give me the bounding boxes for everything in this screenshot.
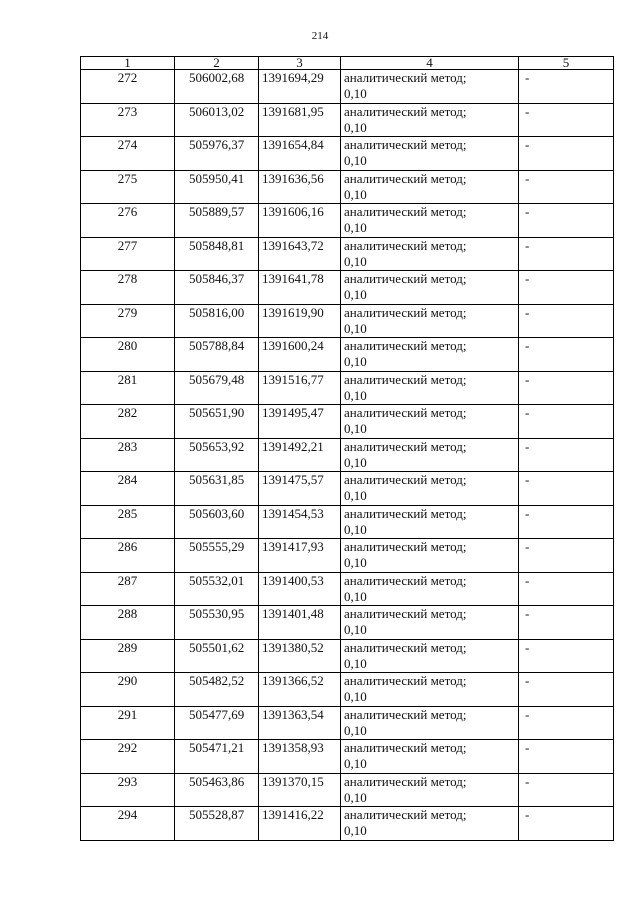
point-number-cell: 278 [81,271,175,305]
y-coordinate-cell: 1391400,53 [259,572,341,606]
method-accuracy-cell: аналитический метод; 0,10 [341,237,519,271]
point-number-cell: 280 [81,338,175,372]
method-accuracy-cell: аналитический метод; 0,10 [341,807,519,841]
x-coordinate-cell: 505788,84 [175,338,259,372]
table-row [81,472,614,506]
x-coordinate-cell: 505679,48 [175,371,259,405]
note-cell: - [519,740,614,774]
y-coordinate-cell: 1391641,78 [259,271,341,305]
table-row [81,237,614,271]
point-number-cell: 275 [81,170,175,204]
method-accuracy-cell: аналитический метод; 0,10 [341,204,519,238]
method-accuracy-cell: аналитический метод; 0,10 [341,505,519,539]
y-coordinate-cell: 1391694,29 [259,70,341,104]
y-coordinate-cell: 1391643,72 [259,237,341,271]
x-coordinate-cell: 505848,81 [175,237,259,271]
table-row [81,170,614,204]
y-coordinate-cell: 1391366,52 [259,673,341,707]
x-coordinate-cell: 505976,37 [175,137,259,171]
method-accuracy-cell: аналитический метод; 0,10 [341,572,519,606]
y-coordinate-cell: 1391380,52 [259,639,341,673]
method-accuracy-cell: аналитический метод; 0,10 [341,673,519,707]
x-coordinate-cell: 505482,52 [175,673,259,707]
y-coordinate-cell: 1391516,77 [259,371,341,405]
note-cell: - [519,438,614,472]
y-coordinate-cell: 1391492,21 [259,438,341,472]
point-number-cell: 274 [81,137,175,171]
x-coordinate-cell: 505501,62 [175,639,259,673]
method-accuracy-cell: аналитический метод; 0,10 [341,773,519,807]
note-cell: - [519,405,614,439]
point-number-cell: 289 [81,639,175,673]
y-coordinate-cell: 1391401,48 [259,606,341,640]
table-row [81,405,614,439]
table-row [81,773,614,807]
point-number-cell: 293 [81,773,175,807]
y-coordinate-cell: 1391654,84 [259,137,341,171]
method-accuracy-cell: аналитический метод; 0,10 [341,539,519,573]
note-cell: - [519,103,614,137]
note-cell: - [519,338,614,372]
note-cell: - [519,371,614,405]
note-cell: - [519,204,614,238]
column-header-2: 2 [175,57,259,70]
x-coordinate-cell: 505532,01 [175,572,259,606]
table-row [81,271,614,305]
column-header-3: 3 [259,57,341,70]
x-coordinate-cell: 505816,00 [175,304,259,338]
note-cell: - [519,706,614,740]
table-row [81,204,614,238]
x-coordinate-cell: 505889,57 [175,204,259,238]
x-coordinate-cell: 506013,02 [175,103,259,137]
point-number-cell: 284 [81,472,175,506]
note-cell: - [519,505,614,539]
y-coordinate-cell: 1391606,16 [259,204,341,238]
note-cell: - [519,271,614,305]
table-row [81,639,614,673]
method-accuracy-cell: аналитический метод; 0,10 [341,438,519,472]
x-coordinate-cell: 505846,37 [175,271,259,305]
x-coordinate-cell: 505631,85 [175,472,259,506]
note-cell: - [519,539,614,573]
point-number-cell: 276 [81,204,175,238]
page-number: 214 [311,30,329,42]
point-number-cell: 282 [81,405,175,439]
y-coordinate-cell: 1391363,54 [259,706,341,740]
table-row [81,539,614,573]
y-coordinate-cell: 1391417,93 [259,539,341,573]
point-number-cell: 288 [81,606,175,640]
x-coordinate-cell: 505950,41 [175,170,259,204]
note-cell: - [519,606,614,640]
note-cell: - [519,673,614,707]
table-row [81,137,614,171]
note-cell: - [519,70,614,104]
method-accuracy-cell: аналитический метод; 0,10 [341,639,519,673]
table-row [81,807,614,841]
table-row [81,371,614,405]
method-accuracy-cell: аналитический метод; 0,10 [341,304,519,338]
method-accuracy-cell: аналитический метод; 0,10 [341,706,519,740]
point-number-cell: 292 [81,740,175,774]
method-accuracy-cell: аналитический метод; 0,10 [341,170,519,204]
column-header-1: 1 [81,57,175,70]
note-cell: - [519,773,614,807]
y-coordinate-cell: 1391416,22 [259,807,341,841]
y-coordinate-cell: 1391600,24 [259,338,341,372]
point-number-cell: 272 [81,70,175,104]
point-number-cell: 294 [81,807,175,841]
note-cell: - [519,472,614,506]
note-cell: - [519,639,614,673]
x-coordinate-cell: 505651,90 [175,405,259,439]
note-cell: - [519,170,614,204]
method-accuracy-cell: аналитический метод; 0,10 [341,405,519,439]
point-number-cell: 287 [81,572,175,606]
coordinates-table [80,56,614,841]
note-cell: - [519,572,614,606]
x-coordinate-cell: 505603,60 [175,505,259,539]
table-row [81,706,614,740]
method-accuracy-cell: аналитический метод; 0,10 [341,740,519,774]
method-accuracy-cell: аналитический метод; 0,10 [341,606,519,640]
point-number-cell: 277 [81,237,175,271]
table-row [81,338,614,372]
point-number-cell: 290 [81,673,175,707]
method-accuracy-cell: аналитический метод; 0,10 [341,472,519,506]
method-accuracy-cell: аналитический метод; 0,10 [341,271,519,305]
column-header-5: 5 [519,57,614,70]
table-row [81,673,614,707]
point-number-cell: 291 [81,706,175,740]
point-number-cell: 285 [81,505,175,539]
x-coordinate-cell: 505471,21 [175,740,259,774]
y-coordinate-cell: 1391454,53 [259,505,341,539]
point-number-cell: 279 [81,304,175,338]
x-coordinate-cell: 505653,92 [175,438,259,472]
y-coordinate-cell: 1391681,95 [259,103,341,137]
x-coordinate-cell: 505530,95 [175,606,259,640]
method-accuracy-cell: аналитический метод; 0,10 [341,371,519,405]
table-row [81,505,614,539]
y-coordinate-cell: 1391636,56 [259,170,341,204]
note-cell: - [519,807,614,841]
point-number-cell: 273 [81,103,175,137]
x-coordinate-cell: 505463,86 [175,773,259,807]
method-accuracy-cell: аналитический метод; 0,10 [341,137,519,171]
method-accuracy-cell: аналитический метод; 0,10 [341,70,519,104]
note-cell: - [519,237,614,271]
table-row [81,103,614,137]
table-row [81,304,614,338]
table-row [81,740,614,774]
table-header-row [81,57,614,70]
point-number-cell: 281 [81,371,175,405]
table-row [81,606,614,640]
y-coordinate-cell: 1391619,90 [259,304,341,338]
table-row [81,572,614,606]
note-cell: - [519,304,614,338]
table-body [81,70,614,841]
y-coordinate-cell: 1391358,93 [259,740,341,774]
table-row [81,438,614,472]
x-coordinate-cell: 505477,69 [175,706,259,740]
y-coordinate-cell: 1391495,47 [259,405,341,439]
x-coordinate-cell: 505555,29 [175,539,259,573]
y-coordinate-cell: 1391370,15 [259,773,341,807]
table-row [81,70,614,104]
method-accuracy-cell: аналитический метод; 0,10 [341,338,519,372]
note-cell: - [519,137,614,171]
method-accuracy-cell: аналитический метод; 0,10 [341,103,519,137]
point-number-cell: 283 [81,438,175,472]
x-coordinate-cell: 505528,87 [175,807,259,841]
column-header-4: 4 [341,57,519,70]
y-coordinate-cell: 1391475,57 [259,472,341,506]
x-coordinate-cell: 506002,68 [175,70,259,104]
point-number-cell: 286 [81,539,175,573]
